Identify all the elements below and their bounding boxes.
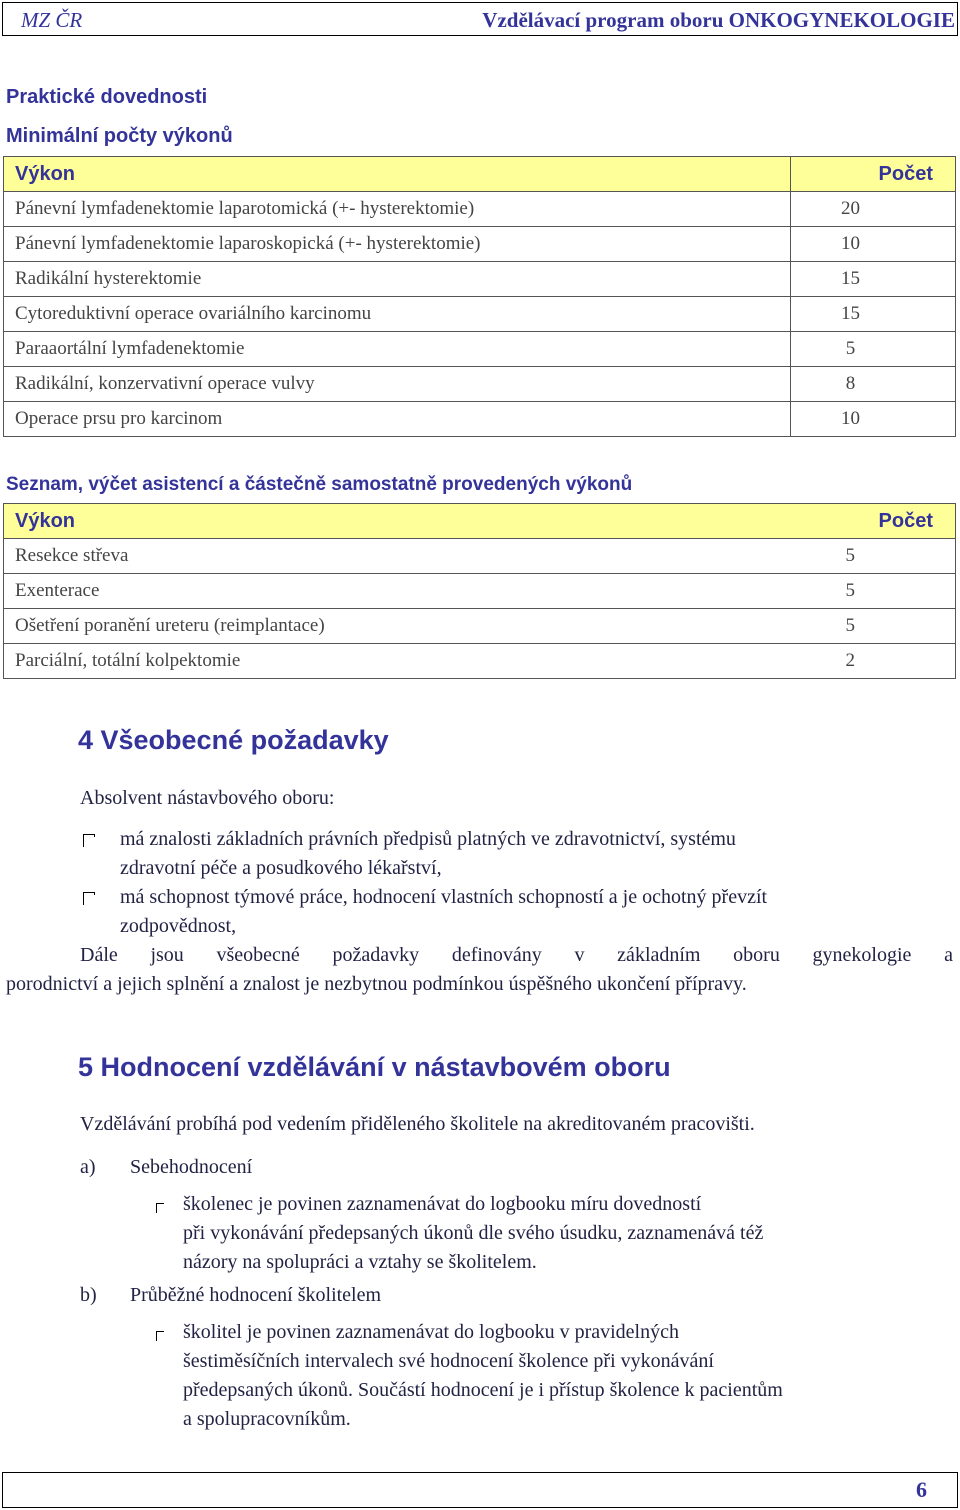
section-5-intro: Vzdělávání probíhá pod vedením přiděleného školitele na akreditovaném pracovišti.	[80, 1113, 755, 1135]
table-row	[4, 574, 956, 609]
item-a-title: Sebehodnocení	[130, 1156, 253, 1178]
requirement-2-line-2: zodpovědnost,	[120, 915, 237, 937]
table-row	[4, 402, 956, 437]
assistance-table	[3, 503, 956, 679]
action-count: 8	[791, 367, 956, 402]
table-row	[4, 227, 956, 262]
action-count: 10	[791, 227, 956, 262]
header-title: Vzdělávací program oboru ONKOGYNEKOLOGIE	[482, 8, 955, 32]
assistance-title: Seznam, výčet asistencí a částečně samostatně provedených výkonů	[6, 474, 633, 495]
table-row	[4, 262, 956, 297]
item-a-line-3: názory na spolupráci a vztahy se školitelem.	[183, 1251, 537, 1273]
requirement-1-line-2: zdravotní péče a posudkového lékařství,	[120, 857, 442, 879]
col-action-header: Výkon	[4, 504, 791, 539]
col-count-header: Počet	[791, 504, 956, 539]
page-footer	[2, 1472, 958, 1508]
item-b-marker: b)	[80, 1284, 97, 1306]
item-b-title: Průběžné hodnocení školitelem	[130, 1284, 382, 1306]
table-header-row	[4, 157, 956, 192]
section-4-paragraph-line-2: porodnictví a jejich splnění a znalost je nezbytnou podmínkou úspěšného ukončení přípravy.	[6, 973, 747, 995]
col-action-header: Výkon	[4, 157, 791, 192]
action-name: Paraaortální lymfadenektomie	[4, 332, 791, 367]
action-count: 5	[791, 609, 956, 644]
action-name: Radikální, konzervativní operace vulvy	[4, 367, 791, 402]
action-name: Operace prsu pro karcinom	[4, 402, 791, 437]
action-count: 10	[791, 402, 956, 437]
item-b-line-4: a spolupracovníkům.	[183, 1408, 351, 1430]
checkbox-bullet-icon	[156, 1203, 164, 1213]
checkbox-bullet-icon	[83, 834, 94, 847]
action-count: 15	[791, 262, 956, 297]
action-count: 2	[791, 644, 956, 679]
section-4-intro: Absolvent nástavbového oboru:	[80, 787, 335, 809]
checkbox-bullet-icon	[156, 1331, 164, 1341]
item-a-line-1: školenec je povinen zaznamenávat do logbooku míru dovedností	[183, 1193, 702, 1215]
action-count: 15	[791, 297, 956, 332]
action-name: Ošetření poranění ureteru (reimplantace)	[4, 609, 791, 644]
page-number: 6	[916, 1477, 927, 1502]
requirement-1-line-1: má znalosti základních právních předpisů platných ve zdravotnictví, systému	[120, 828, 736, 850]
action-name: Radikální hysterektomie	[4, 262, 791, 297]
action-count: 5	[791, 539, 956, 574]
action-name: Pánevní lymfadenektomie laparoskopická (+- hysterektomie)	[4, 227, 791, 262]
requirement-2-line-1: má schopnost týmové práce, hodnocení vlastních schopností a je ochotný převzít	[120, 886, 768, 908]
item-a-line-2: při vykonávání předepsaných úkonů dle svého úsudku, zaznamenává též	[183, 1222, 764, 1244]
practical-skills-title: Praktické dovednosti	[6, 86, 208, 108]
table-row	[4, 192, 956, 227]
action-name: Cytoreduktivní operace ovariálního karcinomu	[4, 297, 791, 332]
item-b-line-2: šestiměsíčních intervalech své hodnocení školence při vykonávání	[183, 1350, 714, 1372]
section-4-title: 4 Všeobecné požadavky	[78, 725, 389, 755]
action-count: 5	[791, 574, 956, 609]
table-row	[4, 644, 956, 679]
action-count: 20	[791, 192, 956, 227]
item-a-marker: a)	[80, 1156, 96, 1178]
section-4-paragraph-line-1: Dále jsou všeobecné požadavky definovány v základním oboru gynekologie a	[80, 944, 953, 966]
action-count: 5	[791, 332, 956, 367]
table-row	[4, 539, 956, 574]
minimum-counts-table	[3, 156, 956, 437]
col-count-header: Počet	[791, 157, 956, 192]
table-row	[4, 609, 956, 644]
table-row	[4, 367, 956, 402]
action-name: Pánevní lymfadenektomie laparotomická (+- hysterektomie)	[4, 192, 791, 227]
table-row	[4, 297, 956, 332]
table-header-row	[4, 504, 956, 539]
minimum-counts-title: Minimální počty výkonů	[6, 125, 233, 147]
header-left: MZ ČR	[21, 8, 83, 32]
page-header	[2, 2, 958, 36]
table-row	[4, 332, 956, 367]
action-name: Resekce střeva	[4, 539, 791, 574]
section-5-title: 5 Hodnocení vzdělávání v nástavbovém oboru	[78, 1052, 671, 1082]
checkbox-bullet-icon	[83, 892, 94, 905]
item-b-line-1: školitel je povinen zaznamenávat do logbooku v pravidelných	[183, 1321, 679, 1343]
action-name: Exenterace	[4, 574, 791, 609]
item-b-line-3: předepsaných úkonů. Součástí hodnocení je i přístup školence k pacientům	[183, 1379, 783, 1401]
action-name: Parciální, totální kolpektomie	[4, 644, 791, 679]
